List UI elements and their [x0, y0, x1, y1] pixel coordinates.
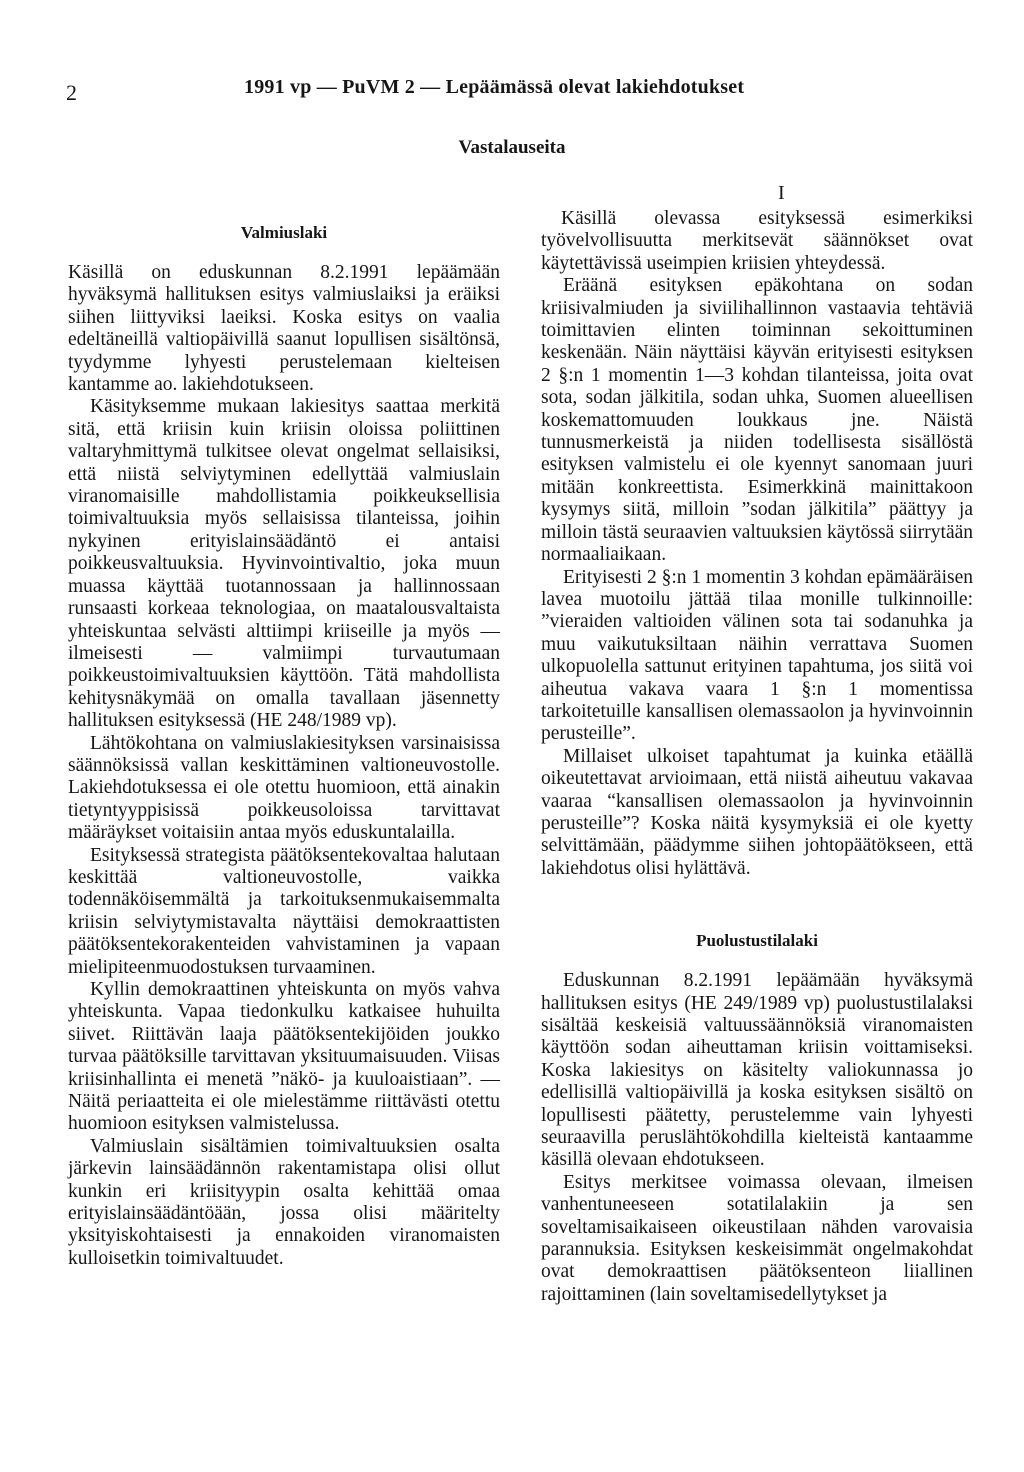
running-head: 1991 vp — PuVM 2 — Lepäämässä olevat lakiehdotukset	[244, 76, 745, 98]
paragraph: Käsityksemme mukaan lakiesitys saattaa merkitä sitä, että kriisin kuin kriisin oloissa poliittinen valtaryhmittymä tulkitsee olevat ongelmat sellaisiksi, että niistä selviytyminen edellyttää valmiuslain viranomaisille mahdollistamia poikkeuksellisia toimivaltuuksia myös sellaisissa tilanteissa, joihin nykyinen erityislainsäädäntö ei antaisi poikkeusvaltuuksia. Hyvinvointivaltio, joka muun muassa käyttää tuotannossaan ja hallinnossaan runsaasti korkeaa teknologiaa, on maatalousvaltaista yhteiskuntaa selvästi alttiimpi kriiseille ja myös — ilmeisesti — valmiimpi turvautumaan poikkeustoimivaltuuksien käyttöön. Tätä mahdollista kehitysnäkymää on omalla tavallaan jäsennetty hallituksen esityksessä (HE 248/1989 vp).	[68, 396, 500, 732]
paragraph: Millaiset ulkoiset tapahtumat ja kuinka etäällä oikeutettavat arvioimaan, että niistä aiheutuu vakavaa vaaraa “kansallisen olemassaolon ja hyvinvoinnin perusteille”? Koska näitä kysymyksiä ei ole kyetty selvittämään, päädymme siihen johtopäätökseen, että lakiehdotus olisi hylättävä.	[541, 745, 973, 879]
heading-puolustustilalaki: Puolustustilalaki	[696, 931, 818, 951]
left-column	[68, 222, 500, 1270]
paragraph: Eräänä esityksen epäkohtana on sodan kriisivalmiuden ja siviilihallinnon vastaavia tehtäviä toimittavien elinten toiminnan sekoittuminen keskenään. Näin näyttäisi käyvän erityisesti esityksen 2 §:n 1 momentin 1—3 kohdan tilanteissa, joita ovat sota, sodan jälkitila, sodan uhka, Suomen alueellisen koskemattomuuden loukkaus jne. Näistä tunnusmerkeistä ja niiden todellisesta sisällöstä esityksen valmistelu ei ole kyennyt sanomaan juuri mitään konkreettista. Esimerkkinä mainittakoon kysymys siitä, milloin ”sodan jälkitila” päättyy ja milloin tästä seuraavien valtuuksien käytössä siirrytään normaaliaikaan.	[541, 275, 973, 566]
paragraph: Käsillä on eduskunnan 8.2.1991 lepäämään hyväksymä hallituksen esitys valmiuslaiksi ja eräiksi siihen liittyviksi laeiksi. Koska esitys on vaalia edeltäneillä valtiopäivillä saanut lopullisen sisältönsä, tyydymme lyhyesti perustelemaan kielteisen kantamme ao. lakiehdotukseen.	[68, 262, 500, 396]
section-title: Vastalauseita	[458, 137, 566, 158]
right-column	[541, 208, 973, 1306]
roman-numeral: I	[778, 182, 785, 204]
page-number: 2	[66, 80, 77, 105]
paragraph: Lähtökohtana on valmiuslakiesityksen varsinaisissa säännöksissä vallan keskittäminen valtioneuvostolle. Lakiehdotuksessa ei ole otettu huomioon, että ainakin tietyntyyppisissä poikkeusoloissa tarvittavat määräykset voitaisiin antaa myös eduskuntalailla.	[68, 732, 500, 844]
paragraph: Esityksessä strategista päätöksentekovaltaa halutaan keskittää valtioneuvostolle, vaikka todennäköisemmältä ja tarkoituksenmukaisemmalta kriisin selviytymistavalta näyttäisi demokraattisten päätöksentekorakenteiden vahvistaminen ja vapaan mielipiteenmuodostuksen turvaaminen.	[68, 844, 500, 978]
paragraph: Valmiuslain sisältämien toimivaltuuksien osalta järkevin lainsäädännön rakentamistapa olisi ollut kunkin eri kriisityypin osalta kehittää omaa erityislainsäädäntöään, jossa olisi määritelty yksityiskohtaisesti ja ennakoiden viranomaisten kulloisetkin toimivaltuudet.	[68, 1135, 500, 1269]
paragraph: Kyllin demokraattinen yhteiskunta on myös vahva yhteiskunta. Vapaa tiedonkulku katkaisee huhuilta siivet. Riittävän laaja päätöksentekijöiden joukko turvaa päätöksille tarvittavan yksituumaisuuden. Viisas kriisinhallinta ei menetä ”näkö- ja kuuloaistiaan”. — Näitä periaatteita ei ole mielestämme riittävästi otettu huomioon esityksen valmistelussa.	[68, 979, 500, 1135]
heading-valmiuslaki: Valmiuslaki	[240, 223, 328, 242]
paragraph: Eduskunnan 8.2.1991 lepäämään hyväksymä hallituksen esitys (HE 249/1989 vp) puolustustilalaksi sisältää keskeisiä valtuussäännöksiä viranomaisten käyttöön sodan aiheuttaman kriisin voittamiseksi. Koska lakiesitys on käsitelty valiokunnassa jo edellisillä valtiopäivillä ja koska esityksen sisältö on lopullisesti päätetty, perustelemme vain lyhyesti seuraavilla peruslähtökohdilla kielteistä kantaamme käsillä olevaan ehdotukseen.	[541, 970, 973, 1171]
paragraph: Käsillä olevassa esityksessä esimerkiksi työvelvollisuutta merkitsevät säännökset ovat käytettävissä useimpien kriisien yhteydessä.	[541, 208, 973, 274]
paragraph: Esitys merkitsee voimassa olevaan, ilmeisen vanhentuneeseen sotatilalakiin ja sen soveltamisaikaiseen oikeustilaan nähden varovaisia parannuksia. Esityksen keskeisimmät ongelmakohdat ovat demokraattisen päätöksenteon liiallinen rajoittaminen (lain soveltamisedellytykset ja	[541, 1171, 973, 1305]
paragraph: Erityisesti 2 §:n 1 momentin 3 kohdan epämääräisen lavea muotoilu jättää tilaa monille tulkinnoille: ”vieraiden valtioiden välinen sota tai sodanuhka ja muu vaikutuksiltaan näihin verrattava Suomen ulkopuolella sattunut erityinen tapahtuma, jos siitä voi aiheutua vakava vaara 1 §:n 1 momentissa tarkoitetuille kansallisen olemassaolon ja hyvinvoinnin perusteille”.	[541, 566, 973, 745]
